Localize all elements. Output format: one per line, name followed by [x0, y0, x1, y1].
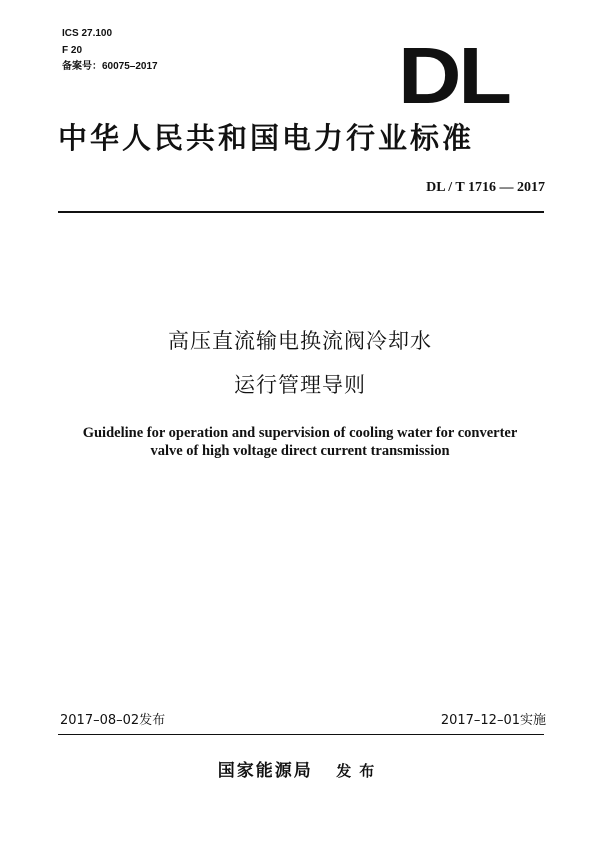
- standard-code: DL / T 1716 — 2017: [426, 180, 545, 195]
- document-title-en-line2: valve of high voltage direct current transmission: [150, 443, 450, 459]
- issuer-block: [0, 759, 600, 783]
- dl-logo: DL: [398, 31, 509, 120]
- implement-date: 2017–12–01实施: [440, 713, 546, 728]
- issuer-name: 国家能源局: [217, 761, 313, 781]
- document-title-cn-line1: 高压直流输电换流阀冷却水: [168, 329, 432, 353]
- publish-date: 2017–08–02发布: [60, 713, 166, 728]
- document-title-en-line1: Guideline for operation and supervision of cooling water for converter: [82, 425, 518, 441]
- classification-code: F 20: [62, 45, 83, 56]
- issuer-action: 发布: [336, 762, 383, 780]
- record-number: 备案号：60075–2017: [62, 61, 158, 72]
- footer-divider: [58, 734, 544, 735]
- ics-code: ICS 27.100: [62, 28, 113, 39]
- standard-title: 中华人民共和国电力行业标准: [58, 121, 475, 155]
- document-title-cn-line2: 运行管理导则: [234, 373, 366, 397]
- header-divider: [58, 211, 544, 213]
